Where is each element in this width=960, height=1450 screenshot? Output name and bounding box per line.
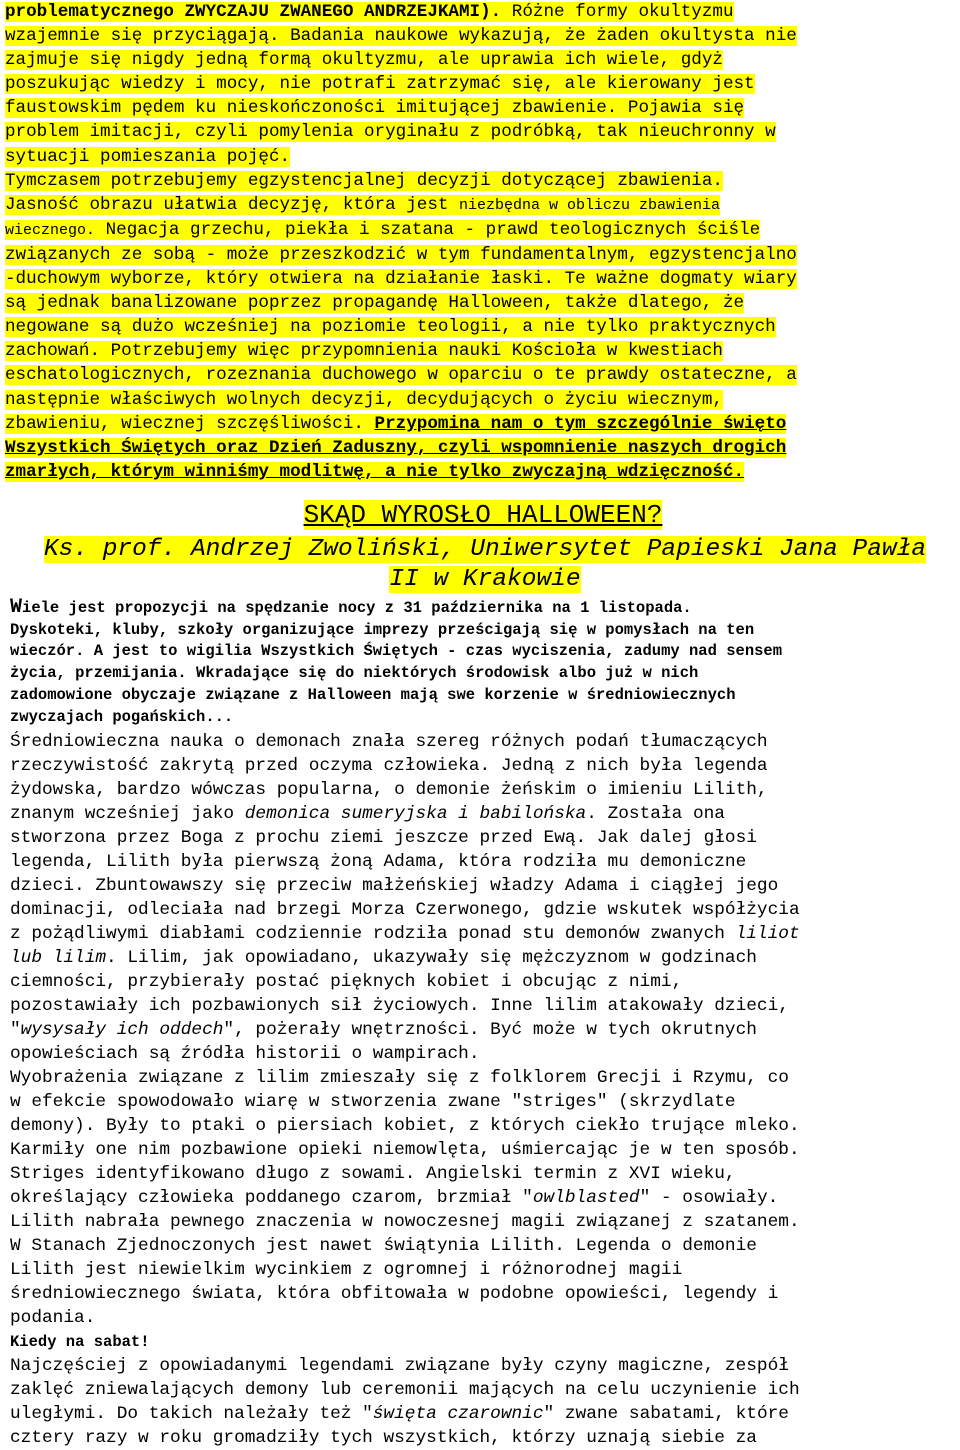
text-line: zajmuje się nigdy jedną formą okultyzmu, ale uprawia ich wiele, gdyż bbox=[5, 50, 723, 71]
text-line: sytuacji pomieszania pojęć. bbox=[5, 146, 291, 167]
text-line: faustowskim pędem ku nieskończoności imitującej zbawienie. Pojawia się bbox=[5, 98, 745, 119]
text-line: zbawieniu, wiecznej szczęśliwości. Przypomina nam o tym szczególnie święto bbox=[5, 413, 787, 434]
text-line: związanych ze sobą - może przeszkodzić w tym fundamentalnym, egzystencjalno bbox=[5, 244, 797, 265]
text-line: zachowań. Potrzebujemy więc przypomnienia nauki Kościoła w kwestiach bbox=[5, 341, 723, 362]
text-line: eschatologicznych, rozeznania duchowego w oparciu o te prawdy ostateczne, a bbox=[5, 365, 797, 386]
text-line: Tymczasem potrzebujemy egzystencjalnej decyzji dotyczącej zbawienia. bbox=[5, 170, 723, 191]
subheading: Kiedy na sabat! bbox=[10, 1333, 150, 1351]
author-line: Ks. prof. Andrzej Zwoliński, Uniwersytet Papieski Jana Pawła II w Krakowie bbox=[43, 536, 927, 593]
text-line: problematycznego ZWYCZAJU ZWANEGO ANDRZEJKAMI). Różne formy okultyzmu bbox=[5, 2, 734, 22]
text-line: Wszystkich Świętych oraz Dzień Zaduszny, czyli wspomnienie naszych drogich bbox=[5, 437, 787, 458]
section-heading: SKĄD WYROSŁO HALLOWEEN? bbox=[303, 500, 663, 530]
text-line: -duchowym wyborze, który otwiera na działanie łaski. Te ważne dogmaty wiary bbox=[5, 269, 797, 290]
text-line: wzajemnie się przyciągają. Badania naukowe wykazują, że żaden okultysta nie bbox=[5, 26, 797, 47]
text-line: wiecznego. Negacja grzechu, piekła i szatana - prawd teologicznych ściśle bbox=[5, 219, 761, 240]
text-line: następnie właściwych wolnych decyzji, decydujących o życiu wiecznym, bbox=[5, 389, 723, 410]
text-line: problem imitacji, czyli pomylenia oryginału z podróbką, tak nieuchronny w bbox=[5, 122, 776, 143]
text-line: poszukując wiedzy i mocy, nie potrafi zatrzymać się, ale kierowany jest bbox=[5, 74, 755, 95]
text-line: zmarłych, którym winniśmy modlitwę, a nie tylko zwyczajną wdzięczność. bbox=[5, 461, 745, 482]
text-line: negowane są dużo wcześniej na poziomie teologii, a nie tylko praktycznych bbox=[5, 317, 776, 338]
article-continuation bbox=[5, 0, 957, 484]
article-body: Średniowieczna nauka o demonach znała szereg różnych podań tłumaczących rzeczywistość zakrytą przed oczyma człowieka. Jedną z nich była legenda żydowska, bardzo wówczas popularna, o demonie żeńskim o imieniu Lilith, znanym wcześniej jako demonica sumeryjska i babilońska. Została ona stworzona przez Boga z prochu ziemi jeszcze przed Ewą. Jak dalej głosi legenda, Lilith była pierwszą żoną Adama, która rodziła mu demoniczne dzieci. Zbuntowawszy się przeciw małżeńskiej władzy Adama i ciągłej jego dominacji, odleciała nad brzegi Morza Czerwonego, gdzie wskutek współżycia z pożądliwymi diabłami codziennie rodziła ponad stu demonów zwanych liliot lub lilim. Lilim, jak opowiadano, ukazywały się mężczyznom w godzinach ciemności, przybierały postać pięknych kobiet i obcując z nimi, pozostawiały ich pozbawionych sił życiowych. Inne lilim atakowały dzieci, "wysysały ich oddech", pożerały wnętrzności. Być może w tych okrutnych opowieściach są źródła historii o wampirach. Wyobrażenia związane z lilim zmieszały się z folklorem Grecji i Rzymu, co w efekcie spowodowało wiarę w stworzenia zwane "striges" (skrzydlate demony). Były to ptaki o piersiach kobiet, z których ciekło trujące mleko. Karmiły one nim pozbawione opieki niemowlęta, uśmiercając je w ten sposób. Striges identyfikowano długo z sowami. Angielski termin z XVI wieku, określający człowieka poddanego czarom, brzmiał "owlblasted" - osowiały. Lilith nabrała pewnego znaczenia w nowoczesnej magii związanej z szatanem. W Stanach Zjednoczonych jest nawet świątynia Lilith. Legenda o demonie Lilith jest niewielkim wycinkiem z ogromnej i różnorodnej magii średniowiecznego świata, która obfitowała w podobne opowieści, legendy i podania. Kiedy na sabat! Najczęściej z opowiadanymi legendami związane były czyny magiczne, zespół zaklęć zniewalających demony lub ceremonii mających na celu uczynienie ich uległymi. Do takich należały też "święta czarownic" zwane sabatami, które cztery razy w roku gromadziły tych wszystkich, którzy uznają siebie za bbox=[10, 732, 800, 1448]
lead-paragraph: Wiele jest propozycji na spędzanie nocy z 31 października na 1 listopada. Dyskoteki, kluby, szkoły organizujące imprezy prześcigają się w pomysłach na ten wieczór. A jest to wigilia Wszystkich Świętych - czas wyciszenia, zadumy nad sensem życia, przemijania. Wkradające się do niektórych środowisk albo już w nich zadomowione obyczaje związane z Halloween mają swe korzenie w średniowiecznych zwyczajach pogańskich... bbox=[10, 596, 783, 726]
text-line: są jednak banalizowane poprzez propagandę Halloween, także dlatego, że bbox=[5, 293, 745, 314]
text-line: Jasność obrazu ułatwia decyzję, która jest niezbędna w obliczu zbawienia bbox=[5, 194, 721, 215]
